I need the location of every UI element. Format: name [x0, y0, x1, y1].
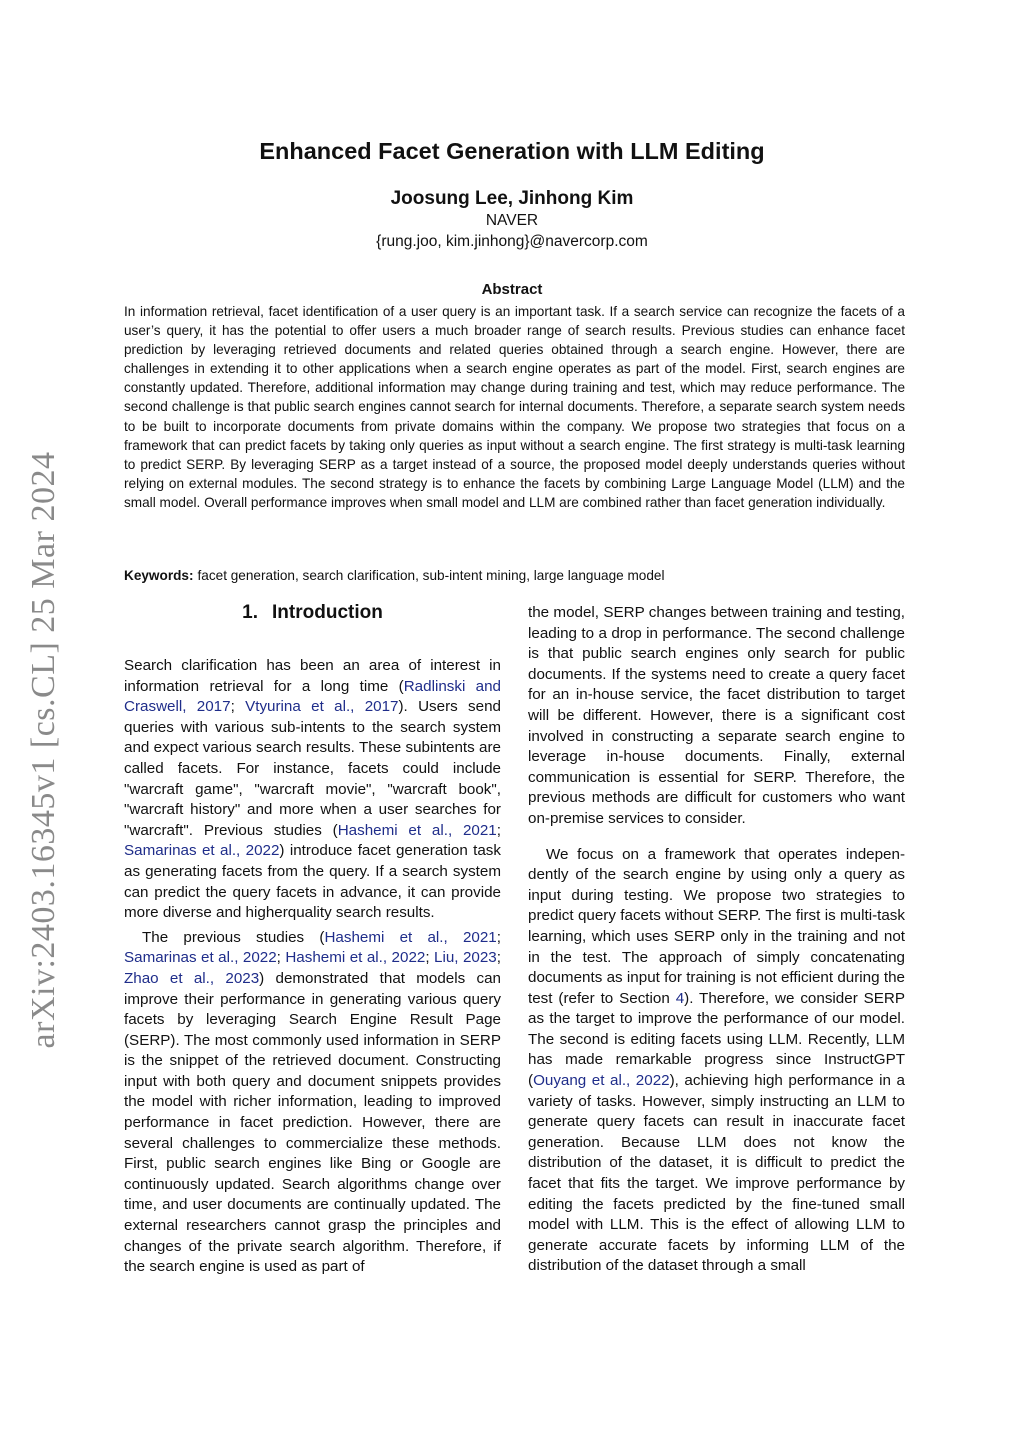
- citation-link[interactable]: Samarinas et al., 2022: [124, 842, 280, 860]
- paper-title: Enhanced Facet Generation with LLM Editing: [259, 138, 765, 164]
- keywords-label: Keywords:: [124, 568, 194, 583]
- section-heading: [124, 600, 501, 626]
- citation-separator: ;: [425, 949, 435, 967]
- arxiv-stamp: [24, 446, 64, 1054]
- intro-paragraph-1: [124, 656, 501, 924]
- section-number: 1.: [242, 602, 259, 623]
- keywords-text: facet generation, search clarification, sub-intent mining, large language model: [197, 568, 665, 583]
- author-email: {rung.joo, kim.jinhong}@navercorp.com: [376, 233, 648, 250]
- citation-separator: ;: [496, 821, 501, 839]
- paragraph-text: ) demonstrated that models can improve their performance in generating various query facets by leveraging Search Engine Result Page (SERP). The most commonly used information in SERP is the snippet of the retrieved document. Constructing input with both query and document snippets provides the model with richer information, leading to improved performance in facet prediction. However, there are several challenges to commercialize these methods. First, public search engines like Bing or Google are continuously updated. Search algorithms change over time, and user documents are continually updated. The external researchers cannot grasp the principles and changes of the private search algorithm. Therefore, if the search engine is used as part of: [124, 969, 501, 1276]
- citation-separator: ;: [496, 928, 501, 946]
- section-ref-link[interactable]: 4: [675, 989, 685, 1007]
- abstract-text: In information retrieval, facet identification of a user query is an important task. If a search service can recognize the facets of a user’s query, it has the potential to offer users a much broader range of search results. Previous studies can enhance facet prediction by leveraging retrieved documents and related queries obtained through a search engine. However, there are challenges in extending it to other applications when a search engine operates as part of the model. First, search engines are constantly updated. Therefore, additional information may change during training and test, which may reduce performance. The second challenge is that public search engines cannot search for internal documents. Therefore, a separate search system needs to be built to incorporate documents from private domains within the company. We propose two strategies that focus on a framework that can predict facets by taking only queries as input without a search engine. The first strategy is multi-task learning to predict SERP. By leveraging SERP as a target instead of a source, the proposed model deeply understands queries without relying on external modules. The second strategy is to enhance the facets by combining Large Language Model (LLM) and the small model. Overall performance improves when small model and LLM are combined rather than facet generation individually.: [124, 304, 905, 510]
- right-column: [528, 603, 905, 1277]
- keywords: [124, 566, 905, 585]
- authors: Joosung Lee, Jinhong Kim: [390, 188, 634, 209]
- citation-separator: ;: [230, 698, 246, 716]
- citation-link[interactable]: Ouyang et al., 2022: [533, 1072, 670, 1090]
- arxiv-stamp-text: arXiv:2403.16345v1 [cs.CL] 25 Mar 2024: [25, 451, 62, 1049]
- citation-link[interactable]: Vtyurina et al., 2017: [245, 698, 399, 716]
- paragraph-text: ). Therefore, we consider SERP as the target to improve the performance of our model. The second is editing facets using LLM. Recently, LLM has made remarkable progress since InstructGPT (: [528, 989, 906, 1090]
- citation-link[interactable]: Hashemi et al., 2021: [324, 928, 497, 946]
- abstract-heading: Abstract: [481, 281, 543, 298]
- citation-link[interactable]: Samarinas et al., 2022: [124, 949, 277, 967]
- section-title: Introduction: [272, 602, 383, 623]
- paragraph-text: ), achieving high performance in a variety of tasks. However, simply instructing an LLM to generate query facets can result in inaccurate facet generation. Because LLM does not know the distribution of the dataset, it is difficult to predict the facet that fits the target. We improve performance by editing the facets predicted by the fine-tuned small model with LLM. This is the effect of allowing LLM to generate accurate facets by informing LLM of the distribution of the dataset through a small: [528, 1072, 905, 1275]
- paragraph-text: We focus on a framework that operates independently of the search engine by using only a query as input during testing. We propose two strategies to predict query facets without SERP. The first is multi-task learning, which uses SERP only in the training and not in the test. The approach of simply concatenating documents as input for training is not efficient during the test (refer to Section: [528, 845, 905, 1007]
- paragraph-text: ). Users send queries with various sub-intents to the search system and expect various search results. These subintents are called facets. For instance, facets could include "warcraft game", "warcraft movie", "warcraft book", "warcraft history" and more when a user searches for "warcraft". Previous studies (: [124, 698, 501, 839]
- citation-separator: ;: [496, 949, 501, 967]
- citation-link[interactable]: Hashemi et al., 2022: [285, 949, 426, 967]
- paragraph-text: The previous studies (: [142, 928, 325, 946]
- paragraph-text: Search clarification has been an area of interest in information retrieval for a long time (: [124, 657, 501, 695]
- intro-paragraph-4: [528, 845, 905, 1277]
- intro-paragraph-3: the model, SERP changes between training and testing, leading to a drop in performance. The second challenge is that public search engines only search for public documents. If the systems need to create a query facet for an in-house service, the facet distribution to target will be different. However, there is a significant cost involved in constructing a separate search engine to leverage in-house documents. Finally, external communication is essential for SERP. Therefore, the previous methods are difficult for customers who want on-premise services to consider.: [528, 604, 905, 827]
- left-column: [124, 600, 501, 1278]
- citation-link[interactable]: Radlinski and Craswell, 2017: [124, 677, 501, 716]
- citation-link[interactable]: Zhao et al., 2023: [124, 969, 260, 987]
- citation-link[interactable]: Hashemi et al., 2021: [337, 821, 497, 839]
- paragraph-text: ) introduce facet generation task as generating facets from the query. If a search system can predict the query facets in advance, it can provide more diverse and higherquality search results.: [124, 842, 501, 922]
- affiliation: NAVER: [485, 212, 539, 229]
- citation-separator: ;: [276, 949, 286, 967]
- citation-link[interactable]: Liu, 2023: [434, 949, 497, 967]
- intro-paragraph-2: [124, 928, 501, 1278]
